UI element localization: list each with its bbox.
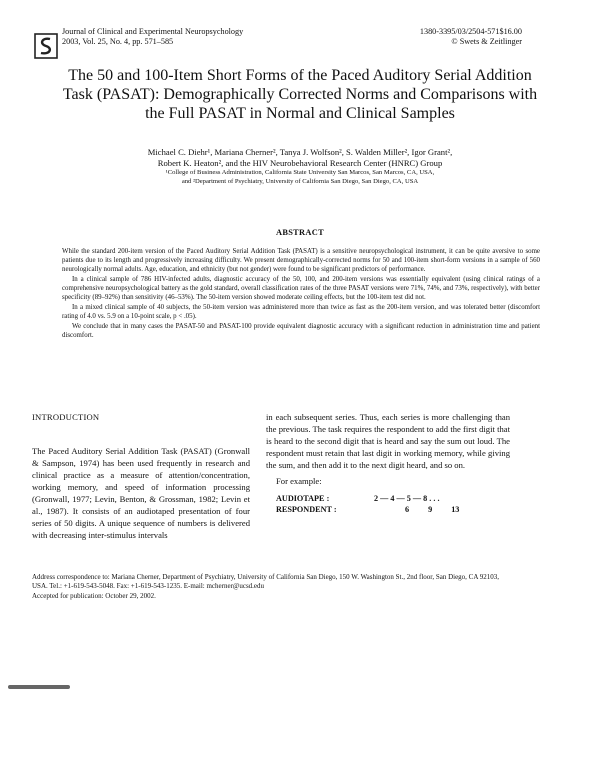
respondent-value: 13 <box>451 505 460 514</box>
respondent-value: 6 <box>405 505 410 514</box>
example-row-respondent <box>266 504 510 515</box>
example-row-audiotape <box>266 493 510 504</box>
abstract-heading: ABSTRACT <box>275 228 324 237</box>
journal-volume: 2003, Vol. 25, No. 4, pp. 571–585 <box>62 37 174 46</box>
example-intro: For example: <box>276 476 322 486</box>
correspondence-address: Address correspondence to: Mariana Cherner, Department of Psychiatry, University of California San Diego, 150 W. Washington St., 2nd floor, San Diego, CA 92103, USA. Tel.: +1-619-543-5048. Fax: +1-619-543-1235. E-mail: mcherner@ucsd.edu <box>32 573 500 591</box>
issn-code: 1380-3395/03/2504-571$16.00 <box>419 27 522 36</box>
example-label: AUDIOTAPE : <box>276 494 330 503</box>
author-list <box>70 147 530 169</box>
journal-citation <box>62 27 292 47</box>
abstract-paragraph: In a clinical sample of 786 HIV-infected adults, diagnostic accuracy of the 50, 100, and 200-item versions was essentially equivalent (using clinical ratings of a comprehensive neuropsychological battery as the gold standard, overall classification rates of the three PASAT versions were 71%, 74%, and 73%, respectively), with better specificity (89–92%) than sensitivity (46–53%). The 50-item version showed moderate ceiling effects, but the 100-item test did not. <box>62 276 540 301</box>
acceptance-date: Accepted for publication: October 29, 2002. <box>32 591 156 600</box>
abstract-paragraph: In a mixed clinical sample of 40 subjects, the 50-item version was administered more than twice as fast as the 200-item version, and was tolerated better (discomfort rating of 4.0 vs. 5.9 on a 10-point scale, p < .05). <box>62 304 540 320</box>
journal-name: Journal of Clinical and Experimental Neuropsychology <box>62 27 244 36</box>
body-paragraph: The Paced Auditory Serial Addition Task (PASAT) (Gronwall & Sampson, 1974) has been used frequently in research and clinical practice as a measure of attention/concentration, working memory, and speed of information processing (Gronwall, 1977; Levin, Benton, & Grossman, 1982; Levin et al., 1987). It consists of an audiotaped presentation of four series of 50 digits. A unique sequence of numbers is delivered with decreasing inter-stimulus intervals <box>32 446 250 540</box>
abstract-paragraph: We conclude that in many cases the PASAT-50 and PASAT-100 provide equivalent diagnostic accuracy with a significant reduction in administration time and patient discomfort. <box>62 323 540 339</box>
example-label: RESPONDENT : <box>276 505 337 514</box>
body-paragraph: in each subsequent series. Thus, each series is more challenging than the previous. The task requires the respondent to add the first digit that is heard to the second digit that is heard and say the sum out loud. The respondent must retain that last digit in working memory, while giving the sum, and then add it to the next digit heard, and so on. <box>266 412 510 470</box>
affiliations <box>70 169 530 186</box>
correspondence-footnote <box>32 573 510 601</box>
authors-line: Michael C. Diehr¹, Mariana Cherner², Tanya J. Wolfson², S. Walden Miller², Igor Grant², <box>147 147 453 157</box>
body-column-left <box>32 411 250 541</box>
affiliation: and ²Department of Psychiatry, University of California San Diego, San Diego, CA, USA <box>181 177 419 185</box>
publisher-logo-icon <box>34 33 58 59</box>
abstract-paragraph: While the standard 200-item version of the Paced Auditory Serial Addition Task (PASAT) is a sensitive neuropsychological instrument, it can be quite aversive to some patients due to its length and progressively increasing difficulty. We present demographically-corrected norms for 50 and 100-item short-form versions in a sample of 560 neurologically normal adults. Age, education, and ethnicity (but not gender) were found to be significant predictors of performance. <box>62 248 540 273</box>
authors-line: Robert K. Heaton², and the HIV Neurobehavioral Research Center (HNRC) Group <box>157 158 443 168</box>
example-table <box>266 493 510 515</box>
section-heading: INTRODUCTION <box>32 412 100 422</box>
abstract-body <box>62 247 540 341</box>
affiliation: ¹College of Business Administration, California State University San Marcos, San Marcos, CA, USA, <box>165 169 435 176</box>
publisher-name: © Swets & Zeitlinger <box>451 37 522 46</box>
respondent-value: 9 <box>428 505 433 514</box>
scan-artifact <box>8 685 70 689</box>
body-column-right <box>266 411 510 515</box>
example-sequence: 2 — 4 — 5 — 8 . . . <box>374 494 440 503</box>
article-title: The 50 and 100-Item Short Forms of the Paced Auditory Serial Addition Task (PASAT): Demographically Corrected Norms and Comparisons with the Full PASAT in Normal and Clinical Samples <box>62 67 538 122</box>
issn-block <box>322 27 522 47</box>
